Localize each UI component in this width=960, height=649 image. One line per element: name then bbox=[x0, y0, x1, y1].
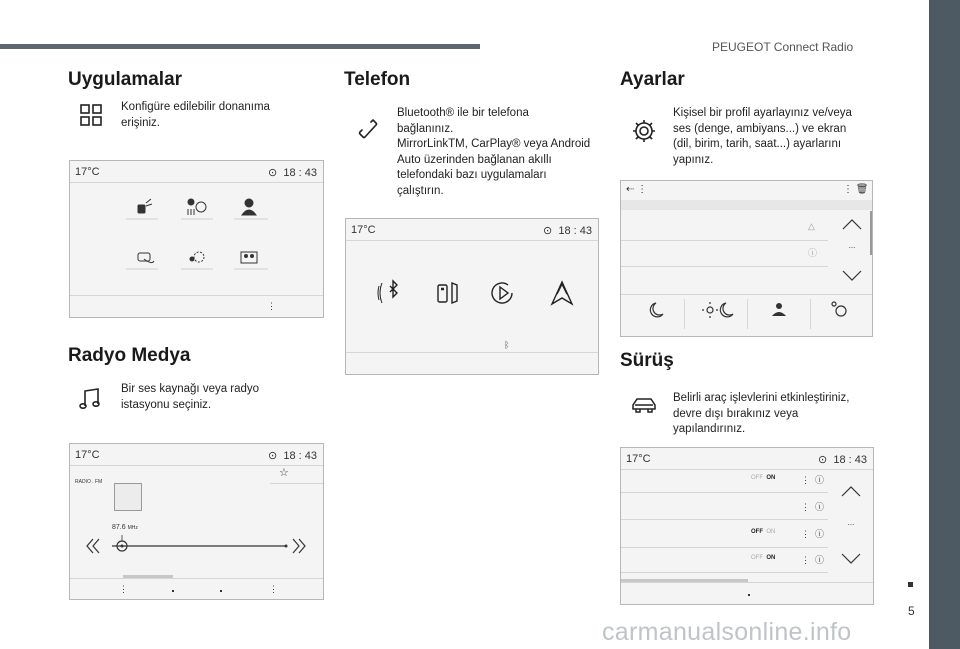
temperature-label: 17°C bbox=[75, 166, 100, 178]
apps-screen bbox=[69, 160, 324, 318]
carplay-icon bbox=[492, 283, 512, 303]
clock-label: ⊙ 18 : 43 bbox=[268, 167, 317, 179]
settings-screen bbox=[620, 180, 873, 337]
section-title-radyo: Radyo Medya bbox=[68, 345, 191, 366]
divider bbox=[270, 483, 324, 484]
section-desc-radyo: Bir ses kaynağı veya radyo istasyonu seçiniz. bbox=[121, 383, 260, 411]
section-desc-ayarlar bbox=[673, 106, 873, 168]
toggle-off-label: OFF bbox=[751, 475, 763, 481]
status-bar bbox=[70, 161, 323, 182]
apps-grid-icon bbox=[80, 104, 102, 126]
clock-label: ⊙ 18 : 43 bbox=[818, 454, 867, 466]
android-auto-icon bbox=[552, 282, 572, 304]
clock-value: 18 : 43 bbox=[833, 454, 867, 466]
settings-gear-icon bbox=[631, 118, 657, 144]
divider bbox=[346, 352, 598, 353]
manual-title: PEUGEOT Connect Radio bbox=[712, 40, 854, 54]
watermark: carmanualsonline.info bbox=[602, 618, 852, 646]
row-menu-button[interactable]: ⋮ ⓘ bbox=[801, 529, 825, 539]
profile-app-icon bbox=[245, 199, 253, 207]
scrollbar-thumb[interactable] bbox=[870, 211, 873, 255]
radio-screen bbox=[69, 443, 324, 600]
settings-tabs[interactable] bbox=[631, 298, 866, 322]
frequency-value: 87.6 bbox=[112, 524, 126, 531]
scroll-controls[interactable] bbox=[840, 484, 862, 564]
row-menu-button[interactable]: ⋮ ⓘ bbox=[801, 502, 825, 512]
divider bbox=[621, 266, 828, 267]
divider bbox=[70, 182, 323, 183]
settings-app-icon bbox=[194, 252, 204, 262]
car-icon bbox=[630, 396, 658, 416]
status-bar bbox=[70, 444, 323, 465]
toggle-switch[interactable] bbox=[751, 475, 775, 481]
media-app-icon bbox=[241, 252, 257, 263]
toggle-on-label: ON bbox=[766, 529, 776, 535]
back-arrow-icon[interactable]: ⇠ ⋮ bbox=[626, 184, 648, 195]
phone-screen bbox=[345, 218, 599, 375]
divider bbox=[621, 294, 872, 295]
desc-line: MirrorLinkTM, CarPlay® veya Android bbox=[397, 138, 591, 150]
info-icon[interactable]: ⓘ bbox=[808, 248, 818, 258]
svg-text:...: ... bbox=[848, 241, 856, 250]
toggle-off-label: OFF bbox=[751, 529, 763, 535]
status-bar bbox=[621, 448, 873, 469]
night-mode-icon bbox=[650, 303, 663, 317]
section-title-ayarlar: Ayarlar bbox=[620, 69, 685, 90]
row-menu-button[interactable]: ⋮ ⓘ bbox=[801, 475, 825, 485]
driving-screen bbox=[620, 447, 874, 605]
favorite-star-icon[interactable]: ☆ bbox=[279, 467, 289, 479]
desc-line: Belirli araç işlevlerini etkinleştiriniz, bbox=[673, 392, 850, 404]
page-sidebar bbox=[929, 0, 960, 649]
toggle-on-label: ON bbox=[766, 475, 776, 481]
spray-app-icon bbox=[138, 205, 145, 213]
chat-app-icon bbox=[138, 253, 150, 261]
warning-icon: △ bbox=[808, 221, 815, 231]
divider bbox=[346, 240, 598, 241]
profile-settings-icon bbox=[776, 303, 782, 309]
desc-line: ses (denge, ambiyans...) ve ekran bbox=[673, 122, 847, 135]
clock-value: 18 : 43 bbox=[283, 450, 317, 462]
apps-icon-grid bbox=[126, 195, 276, 285]
divider bbox=[621, 519, 828, 520]
section-title-surus: Sürüş bbox=[620, 350, 674, 371]
desc-line: yapılandırınız. bbox=[673, 423, 746, 435]
selected-row bbox=[621, 200, 872, 210]
seek-back-icon bbox=[87, 539, 99, 553]
page-dot bbox=[220, 590, 222, 592]
frequency-readout bbox=[112, 524, 138, 531]
clock-label: ⊙ 18 : 43 bbox=[268, 450, 317, 462]
trash-icon[interactable]: ⋮ 🗑 bbox=[843, 184, 869, 195]
row-menu-button[interactable]: ⋮ ⓘ bbox=[801, 555, 825, 565]
page-marker bbox=[908, 582, 913, 587]
temperature-label: 17°C bbox=[626, 453, 651, 465]
divider bbox=[70, 578, 323, 579]
seek-forward-icon bbox=[293, 539, 305, 553]
clock-label: ⊙ 18 : 43 bbox=[543, 225, 592, 237]
toggle-off-label: OFF bbox=[751, 555, 763, 561]
divider bbox=[621, 469, 873, 470]
radio-band-label: RADIO . FM bbox=[75, 479, 103, 485]
phone-apps-row bbox=[372, 279, 577, 307]
toggle-switch[interactable] bbox=[751, 529, 775, 535]
more-menu-button[interactable]: ⋮ bbox=[269, 584, 278, 594]
frequency-unit: MHz bbox=[127, 525, 138, 531]
desc-line: Kişisel bir profil ayarlayınız ve/veya bbox=[673, 107, 852, 119]
scroll-up-icon bbox=[843, 220, 861, 229]
page-dot bbox=[172, 590, 174, 592]
mirrorlink-icon bbox=[438, 283, 457, 303]
header-rule bbox=[0, 44, 480, 49]
scroll-down-icon bbox=[842, 554, 860, 563]
desc-line: bağlanınız. bbox=[397, 122, 454, 135]
divider bbox=[70, 295, 323, 296]
clock-value: 18 : 43 bbox=[283, 167, 317, 179]
clock-value: 18 : 43 bbox=[558, 225, 592, 237]
section-title-uygulamalar: Uygulamalar bbox=[68, 69, 183, 90]
section-desc-uygulamalar: Konfigüre edilebilir donanıma erişiniz. bbox=[121, 101, 270, 129]
temperature-label: 17°C bbox=[351, 224, 376, 236]
toggle-on-label: ON bbox=[766, 555, 776, 561]
system-settings-icon bbox=[836, 306, 846, 316]
desc-line: (dil, birim, tarih, saat...) ayarlarını bbox=[673, 138, 842, 150]
section-desc-surus bbox=[673, 391, 873, 438]
section-title-telefon: Telefon bbox=[344, 69, 411, 90]
section-desc-telefon bbox=[397, 106, 597, 199]
page-dot bbox=[748, 594, 750, 596]
frequency-slider[interactable] bbox=[84, 534, 312, 558]
desc-line: çalıştırın. bbox=[397, 184, 444, 197]
page-number: 5 bbox=[908, 604, 915, 618]
music-note-icon bbox=[79, 388, 101, 410]
brightness-icon bbox=[707, 307, 713, 313]
divider bbox=[621, 582, 873, 583]
bluetooth-icon bbox=[378, 281, 397, 303]
scroll-controls[interactable] bbox=[841, 217, 863, 283]
station-logo-placeholder bbox=[114, 483, 142, 511]
divider bbox=[621, 240, 828, 241]
temperature-label: 17°C bbox=[75, 449, 100, 461]
divider bbox=[621, 572, 828, 573]
radio-menu-button[interactable]: ⋮ bbox=[119, 584, 128, 594]
scroll-down-icon bbox=[843, 271, 861, 280]
desc-line: devre dışı bırakınız veya bbox=[673, 407, 799, 420]
svg-text:...: ... bbox=[847, 518, 855, 527]
toggle-switch[interactable] bbox=[751, 555, 775, 561]
bluetooth-status-icon: ᛒ bbox=[504, 340, 510, 350]
clock-app-icon bbox=[188, 199, 194, 205]
status-bar bbox=[346, 219, 598, 240]
divider bbox=[621, 492, 828, 493]
more-menu-button[interactable]: ⋮ bbox=[267, 301, 276, 311]
desc-line: Bluetooth® ile bir telefona bbox=[397, 107, 529, 119]
divider bbox=[621, 547, 828, 548]
desc-line: telefondaki bazı uygulamaları bbox=[397, 169, 547, 181]
desc-line: Auto üzerinden bağlanan akıllı bbox=[397, 153, 552, 166]
desc-line: yapınız. bbox=[673, 153, 714, 166]
scroll-up-icon bbox=[842, 487, 860, 496]
phone-icon bbox=[357, 118, 379, 140]
